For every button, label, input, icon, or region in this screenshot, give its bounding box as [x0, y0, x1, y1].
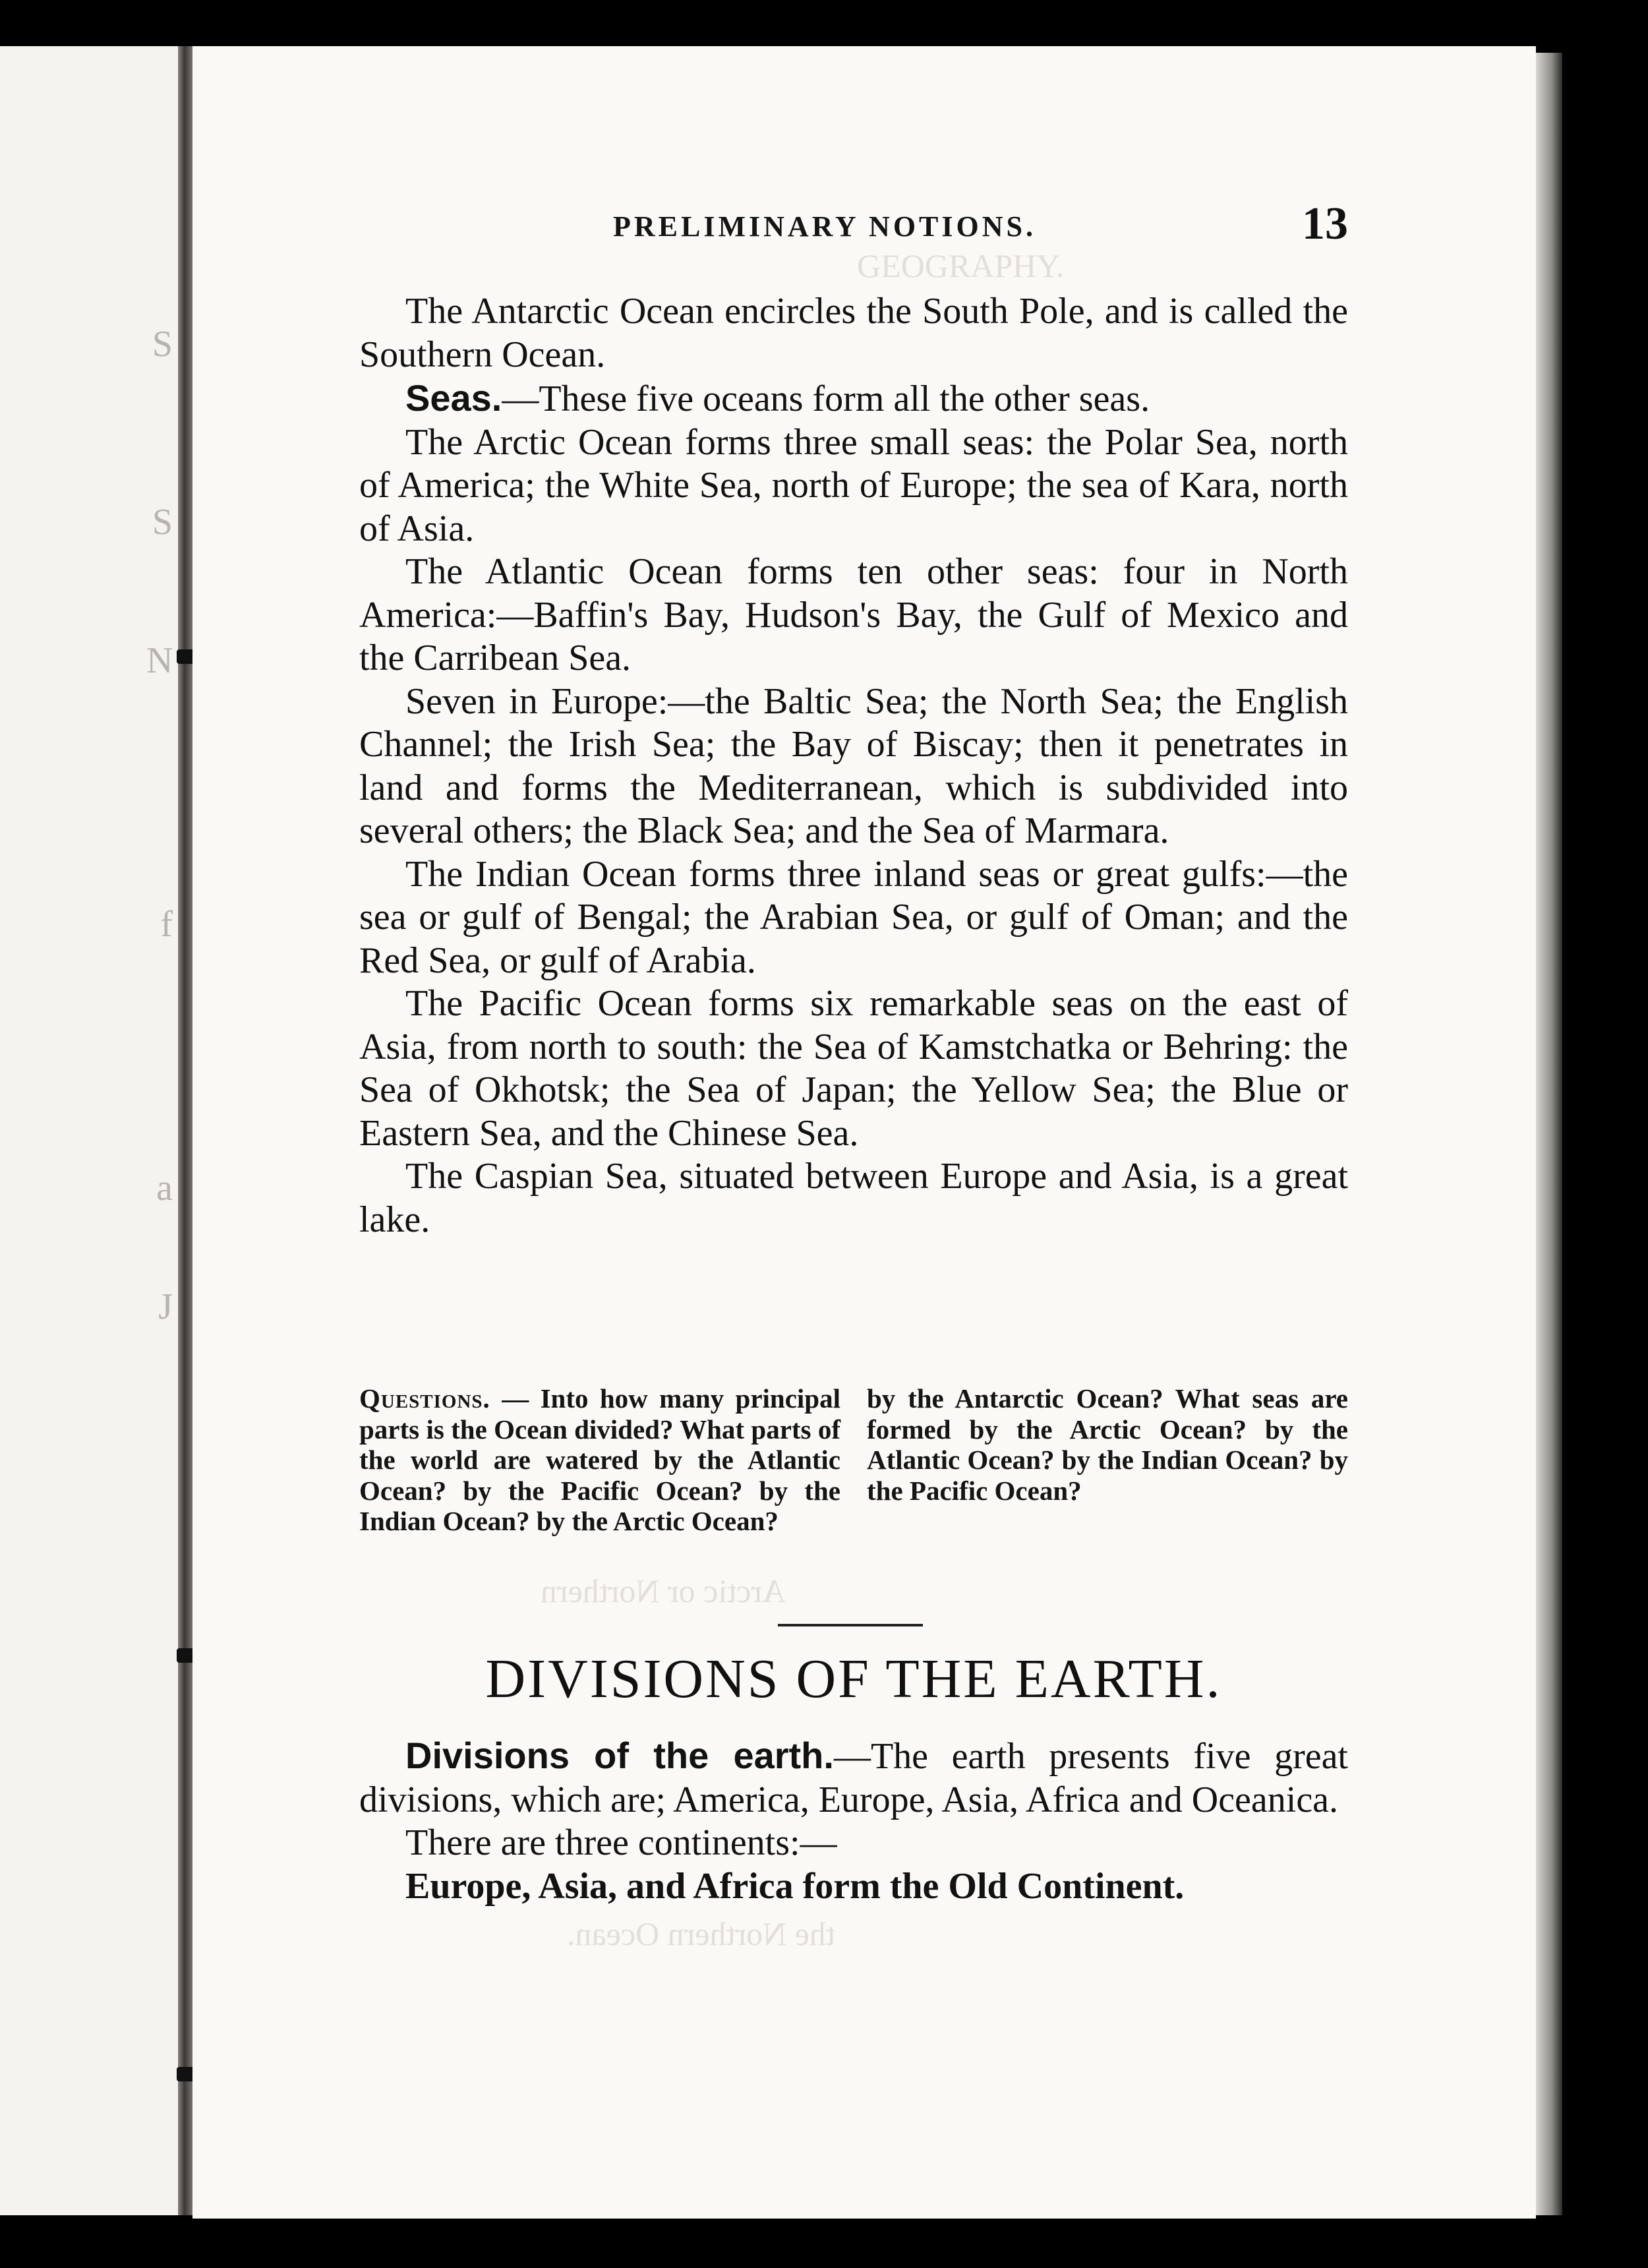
- page-number: 13: [1302, 198, 1348, 249]
- bleed-through-glyph: a: [156, 1168, 173, 1209]
- paragraph-heading: Divisions of the earth.: [405, 1735, 834, 1776]
- section-title: DIVISIONS OF THE EARTH.: [485, 1648, 1222, 1710]
- show-through-text: Arctic or Northern: [541, 1572, 786, 1609]
- paragraph: The Atlantic Ocean forms ten other seas: four in North America:—Baffin's Bay, Hudson's Bay, the Gulf of Mexico and the Carribean Sea.: [359, 551, 1348, 678]
- bleed-through-glyph: f: [160, 904, 173, 945]
- section-divider: [778, 1624, 923, 1626]
- bleed-through-glyph: S: [152, 502, 173, 543]
- paragraph: There are three continents:—: [405, 1822, 837, 1863]
- paragraph: The Indian Ocean forms three inland seas or great gulfs:—the sea or gulf of Bengal; the Arabian Sea, or gulf of Oman; and the Red Sea, or gulf of Arabia.: [359, 853, 1348, 981]
- bleed-through-glyph: S: [152, 324, 173, 365]
- questions-column-right: by the Antarctic Ocean? What seas are formed by the Arctic Ocean? by the Atlantic Ocean? by the Indian Ocean? by the Pacific Ocean?: [867, 1383, 1348, 1506]
- paragraph: Seas.—These five oceans form all the other seas.: [405, 377, 1150, 419]
- page-edge-shadow: [1536, 53, 1562, 2215]
- book-gutter: [178, 46, 192, 2215]
- paragraph: The Pacific Ocean forms six remarkable seas on the east of Asia, from north to south: the Sea of Kamstchatka or Behring: the Sea of Okhotsk; the Sea of Japan; the Yellow Sea; the Blue or Eastern Sea, and the Chinese Sea.: [359, 983, 1348, 1154]
- show-through-text: the Northern Ocean.: [567, 1915, 835, 1952]
- paragraph: The Antarctic Ocean encircles the South Pole, and is called the Southern Ocean.: [359, 291, 1348, 375]
- running-head: PRELIMINARY NOTIONS.: [613, 210, 1036, 243]
- bleed-through-glyph: J: [158, 1286, 173, 1327]
- paragraph: Divisions of the earth.—The earth presents five great divisions, which are; America, Europe, Asia, Africa and Oceanica.: [359, 1735, 1348, 1820]
- paragraph-heading: Seas.: [405, 377, 502, 419]
- paragraph: The Caspian Sea, situated between Europe and Asia, is a great lake.: [359, 1156, 1348, 1240]
- bleed-through-glyph: N: [146, 640, 173, 681]
- paragraph: The Arctic Ocean forms three small seas: the Polar Sea, north of America; the White Sea, north of Europe; the sea of Kara, north of Asia.: [359, 421, 1348, 549]
- section-body: [359, 1734, 1348, 1908]
- body-text: [359, 290, 1348, 1241]
- questions-label: Questions.: [359, 1383, 490, 1414]
- show-through-text: GEOGRAPHY.: [857, 247, 1065, 284]
- paragraph: Europe, Asia, and Africa form the Old Continent.: [405, 1865, 1185, 1907]
- questions-block: [359, 1383, 1348, 1537]
- questions-column-left: Questions. — Into how many principal parts is the Ocean divided? What parts of the world are watered by the Atlantic Ocean? by the Pacific Ocean? by the Indian Ocean? by the Arctic Ocean?: [359, 1383, 840, 1536]
- paragraph: Seven in Europe:—the Baltic Sea; the North Sea; the English Channel; the Irish Sea; the Bay of Biscay; then it penetrates in land and forms the Mediterranean, which is subdivided into several others; the Black Sea; and the Sea of Marmara.: [359, 680, 1348, 851]
- facing-page-edge: [0, 46, 178, 2215]
